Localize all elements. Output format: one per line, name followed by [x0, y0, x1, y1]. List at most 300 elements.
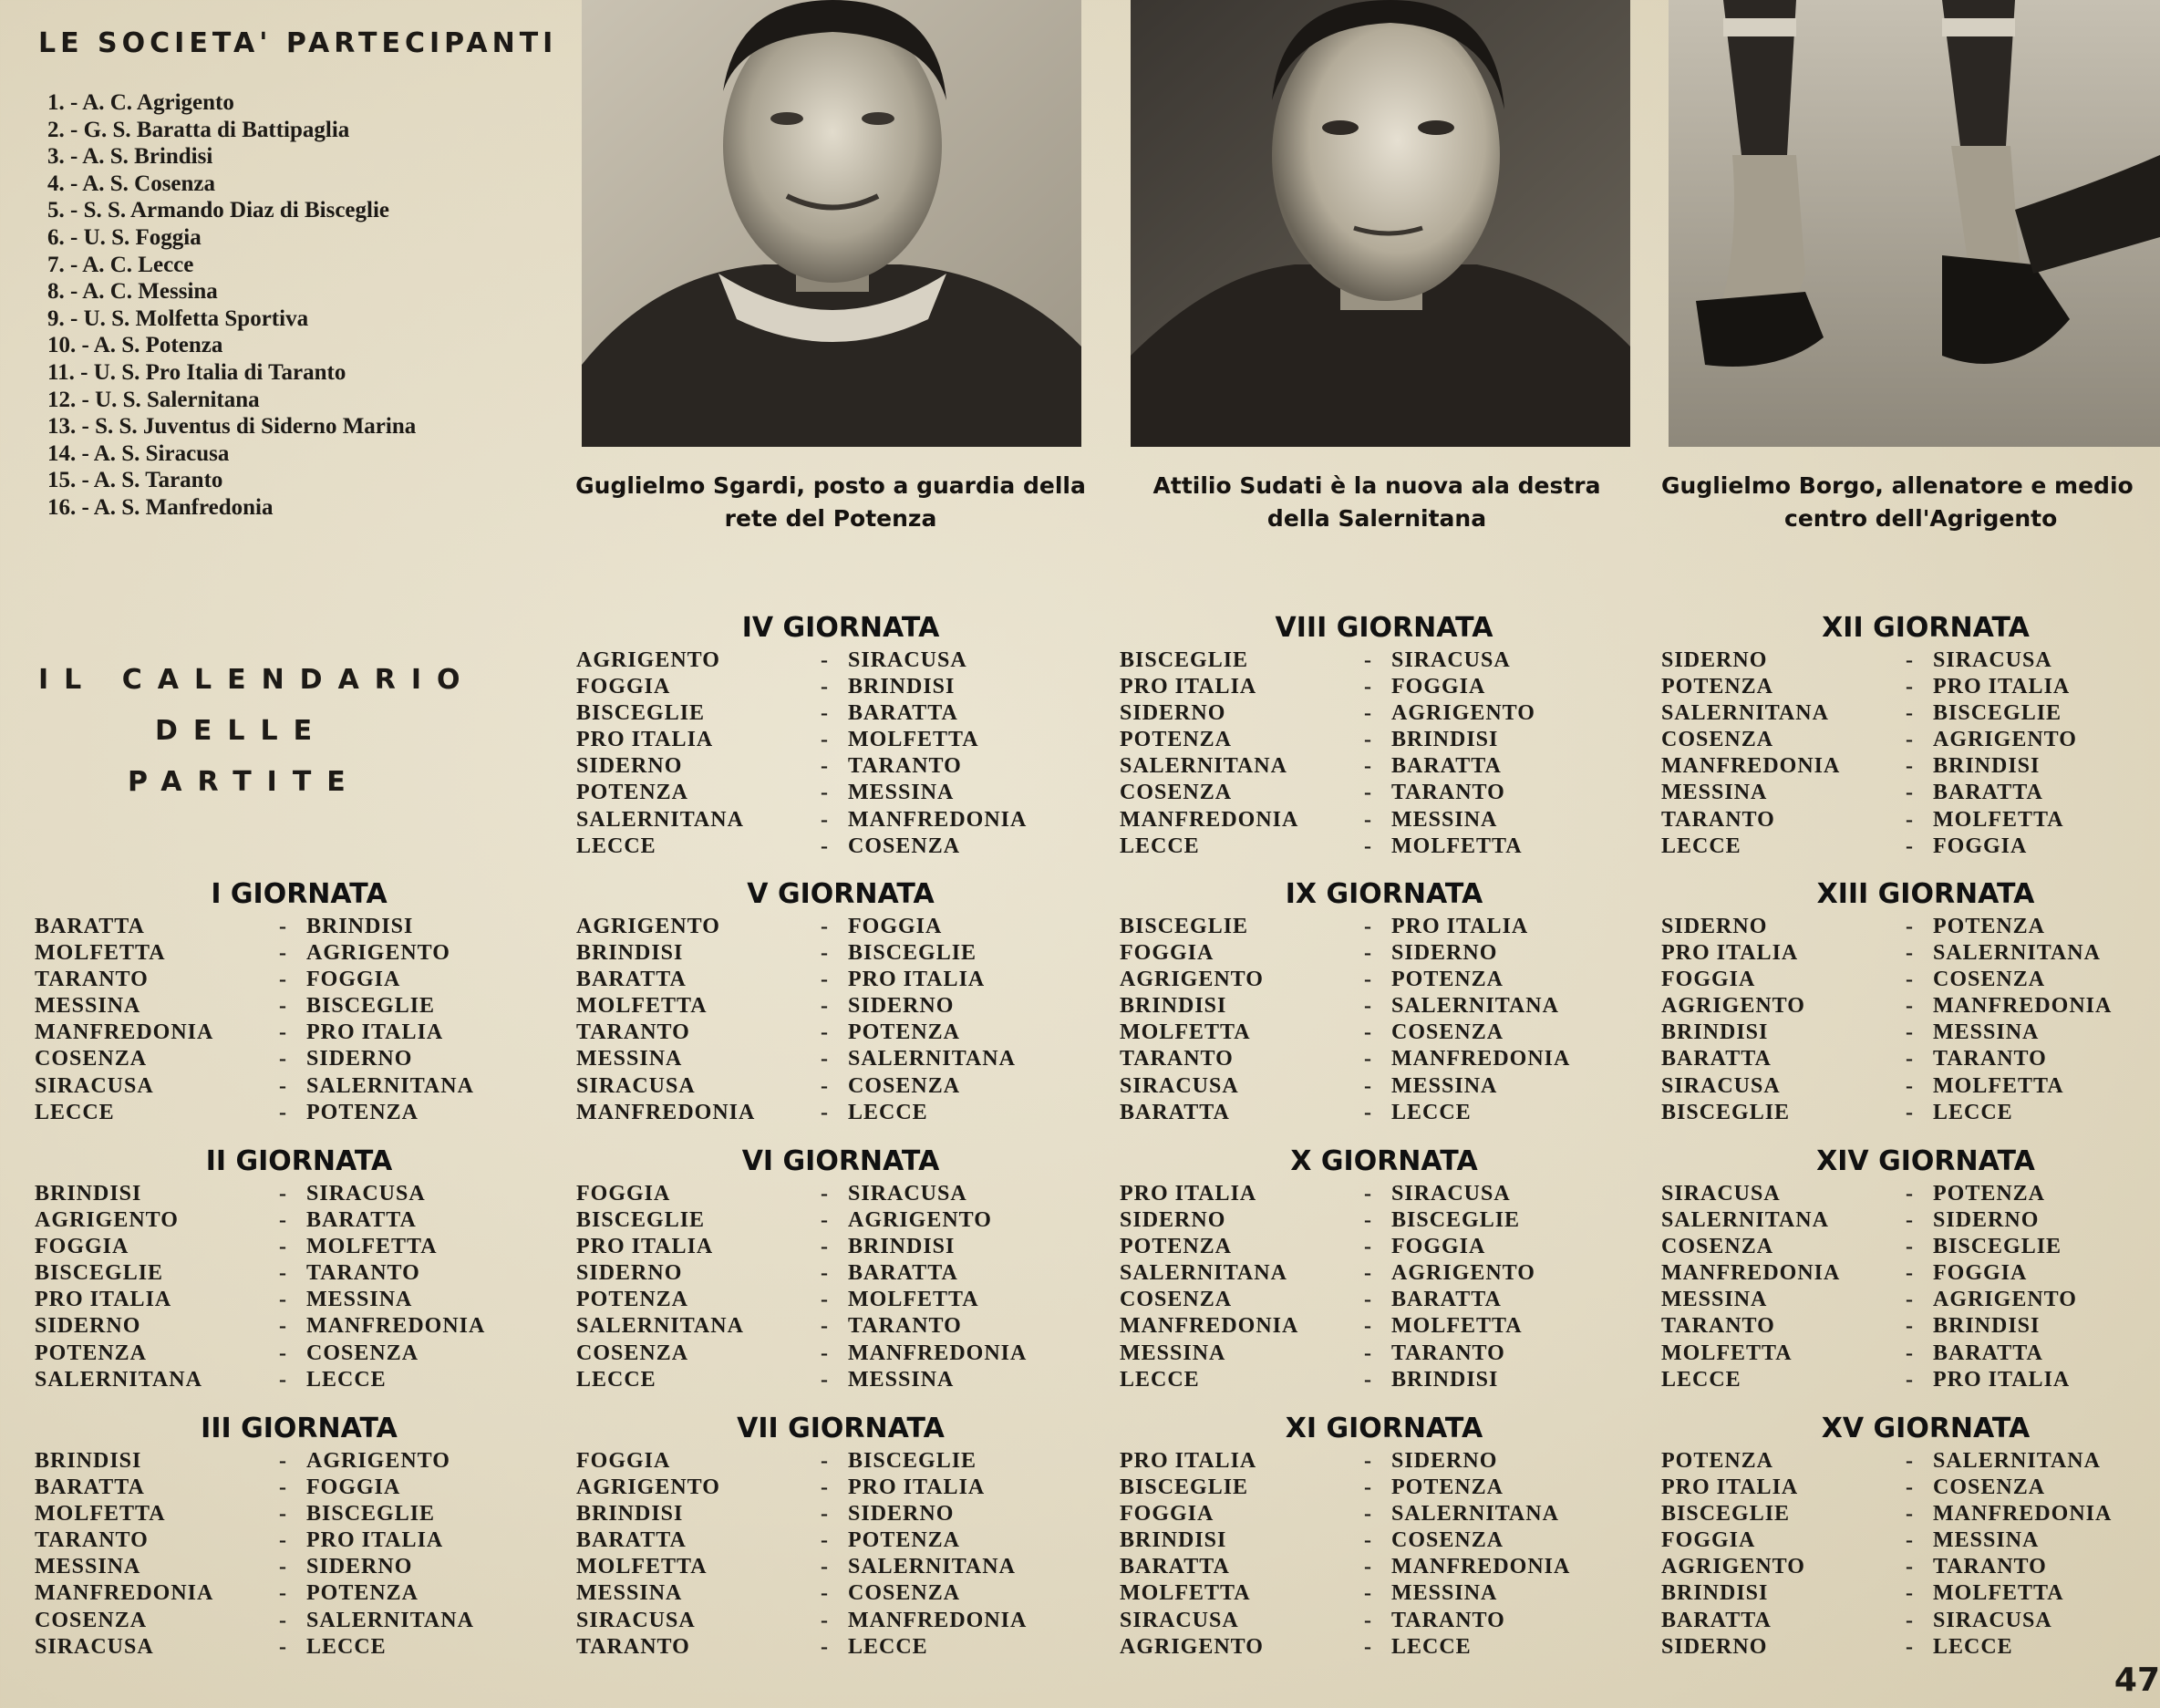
home-team: MANFREDONIA — [35, 1020, 214, 1045]
match-row — [1120, 1020, 1639, 1046]
match-row — [35, 1181, 554, 1207]
match-separator: - — [279, 1581, 287, 1606]
home-team: TARANTO — [1661, 1314, 1775, 1339]
match-row — [35, 1313, 554, 1340]
home-team: AGRIGENTO — [576, 1475, 720, 1500]
home-team: SIDERNO — [1661, 1634, 1768, 1659]
match-row — [576, 1527, 1096, 1554]
match-separator: - — [821, 1047, 829, 1071]
away-team: AGRIGENTO — [1391, 1261, 1535, 1286]
match-separator: - — [1364, 1073, 1372, 1098]
home-team: MANFREDONIA — [1661, 754, 1841, 779]
calendario-heading-line: IL CALENDARIO — [38, 664, 476, 696]
match-separator: - — [279, 1020, 287, 1045]
match-row — [576, 967, 1096, 993]
match-row — [1120, 1313, 1639, 1340]
match-row — [35, 1634, 554, 1661]
photo-sudati — [1131, 0, 1630, 447]
match-separator: - — [1906, 1634, 1914, 1659]
away-team: BISCEGLIE — [1933, 1235, 2062, 1259]
match-separator: - — [1906, 1449, 1914, 1473]
home-team: MESSINA — [35, 994, 141, 1019]
match-row — [576, 1207, 1096, 1234]
match-row — [1661, 914, 2160, 940]
away-team: POTENZA — [848, 1020, 961, 1045]
match-separator: - — [821, 915, 829, 938]
home-team: SIRACUSA — [1661, 1073, 1781, 1098]
round-title: XIII GIORNATA — [1816, 878, 2035, 910]
away-team: TARANTO — [848, 754, 962, 779]
home-team: PRO ITALIA — [1120, 1182, 1257, 1206]
away-team: BARATTA — [306, 1208, 417, 1233]
home-team: MESSINA — [1661, 781, 1768, 805]
match-separator: - — [821, 807, 829, 832]
match-separator: - — [1906, 1341, 1914, 1365]
match-separator: - — [1906, 701, 1914, 726]
match-separator: - — [821, 781, 829, 805]
match-separator: - — [1906, 1235, 1914, 1259]
home-team: PRO ITALIA — [576, 728, 714, 752]
match-row — [1661, 647, 2160, 674]
home-team: AGRIGENTO — [1661, 994, 1805, 1019]
away-team: FOGGIA — [1391, 675, 1486, 699]
away-team: MESSINA — [848, 1367, 955, 1392]
match-row — [576, 674, 1096, 700]
home-team: SALERNITANA — [1120, 1261, 1287, 1286]
match-separator: - — [821, 728, 829, 752]
match-separator: - — [1906, 1020, 1914, 1045]
away-team: COSENZA — [848, 1073, 961, 1098]
round-title: XV GIORNATA — [1821, 1413, 2031, 1444]
match-separator: - — [1364, 941, 1372, 966]
away-team: SIDERNO — [306, 1047, 413, 1071]
match-row — [1661, 1367, 2160, 1393]
round-block — [1661, 609, 2160, 860]
away-team: SALERNITANA — [1933, 941, 2101, 966]
away-team: COSENZA — [1933, 1475, 2046, 1500]
match-separator: - — [1364, 807, 1372, 832]
match-separator: - — [1364, 915, 1372, 938]
home-team: AGRIGENTO — [576, 915, 720, 938]
home-team: AGRIGENTO — [1120, 1634, 1264, 1659]
match-row — [1120, 1260, 1639, 1287]
page-number: 47 — [2113, 1661, 2160, 1699]
match-separator: - — [1364, 1475, 1372, 1500]
home-team: SIRACUSA — [35, 1634, 154, 1659]
away-team: MOLFETTA — [1391, 1314, 1523, 1339]
away-team: MOLFETTA — [1933, 1581, 2064, 1606]
away-team: BARATTA — [848, 1261, 958, 1286]
match-row — [1120, 940, 1639, 967]
home-team: BRINDISI — [35, 1182, 142, 1206]
match-separator: - — [821, 1288, 829, 1312]
away-team: LECCE — [1933, 1100, 2013, 1124]
match-row — [1120, 780, 1639, 806]
match-row — [35, 1234, 554, 1260]
away-team: MOLFETTA — [848, 1288, 979, 1312]
match-row — [35, 1475, 554, 1501]
match-separator: - — [1364, 781, 1372, 805]
away-team: POTENZA — [1933, 915, 2046, 938]
match-row — [35, 1287, 554, 1313]
home-team: MANFREDONIA — [1120, 807, 1299, 832]
away-team: SIRACUSA — [848, 1182, 967, 1206]
match-separator: - — [1906, 781, 1914, 805]
match-row — [1120, 967, 1639, 993]
home-team: AGRIGENTO — [576, 648, 720, 672]
match-row — [35, 1608, 554, 1634]
away-team: AGRIGENTO — [1391, 701, 1535, 726]
match-row — [1661, 780, 2160, 806]
match-separator: - — [1364, 994, 1372, 1019]
home-team: FOGGIA — [1661, 968, 1756, 992]
match-separator: - — [821, 1182, 829, 1206]
match-row — [576, 1313, 1096, 1340]
match-row — [1661, 1020, 2160, 1046]
home-team: COSENZA — [1120, 781, 1233, 805]
match-separator: - — [1364, 1047, 1372, 1071]
match-separator: - — [1364, 1634, 1372, 1659]
match-separator: - — [1906, 1100, 1914, 1124]
away-team: TARANTO — [1391, 1608, 1505, 1632]
away-team: SIRACUSA — [848, 648, 967, 672]
away-team: POTENZA — [306, 1581, 419, 1606]
match-row — [1120, 1046, 1639, 1072]
match-separator: - — [1906, 1288, 1914, 1312]
match-separator: - — [279, 1367, 287, 1392]
away-team: BISCEGLIE — [306, 1502, 436, 1527]
away-team: SALERNITANA — [1391, 1502, 1559, 1527]
away-team: FOGGIA — [1933, 833, 2028, 858]
club-item: 1. - A. C. Agrigento — [47, 90, 234, 115]
home-team: SALERNITANA — [35, 1367, 202, 1392]
home-team: BARATTA — [1661, 1608, 1772, 1632]
round-block — [1120, 1410, 1639, 1661]
round-block — [1661, 875, 2160, 1126]
away-team: POTENZA — [848, 1528, 961, 1553]
home-team: SIDERNO — [1120, 1208, 1226, 1233]
match-separator: - — [279, 1608, 287, 1632]
home-team: MESSINA — [1661, 1288, 1768, 1312]
home-team: BRINDISI — [1120, 1528, 1227, 1553]
away-team: BRINDISI — [1933, 1314, 2041, 1339]
match-row — [576, 1475, 1096, 1501]
home-team: AGRIGENTO — [1661, 1555, 1805, 1579]
home-team: MOLFETTA — [576, 1555, 708, 1579]
home-team: BARATTA — [1120, 1100, 1230, 1124]
match-row — [576, 1234, 1096, 1260]
round-title: X GIORNATA — [1290, 1145, 1478, 1177]
match-row — [1661, 1046, 2160, 1072]
away-team: COSENZA — [306, 1341, 419, 1365]
match-separator: - — [1906, 1502, 1914, 1527]
away-team: MESSINA — [1933, 1020, 2040, 1045]
away-team: SIRACUSA — [1933, 1608, 2052, 1632]
match-row — [576, 940, 1096, 967]
match-row — [1661, 1234, 2160, 1260]
club-item: 13. - S. S. Juventus di Siderno Marina — [47, 414, 417, 440]
match-row — [1120, 1100, 1639, 1126]
away-team: AGRIGENTO — [306, 941, 450, 966]
match-row — [1661, 1207, 2160, 1234]
away-team: TARANTO — [848, 1314, 962, 1339]
match-separator: - — [1906, 994, 1914, 1019]
home-team: MOLFETTA — [35, 941, 166, 966]
match-row — [1661, 1260, 2160, 1287]
away-team: FOGGIA — [306, 1475, 401, 1500]
round-block — [35, 1143, 554, 1393]
home-team: COSENZA — [35, 1608, 148, 1632]
caption-line: Guglielmo Borgo, allenatore e medio — [1661, 472, 2134, 499]
home-team: POTENZA — [1661, 675, 1774, 699]
match-separator: - — [1364, 754, 1372, 779]
away-team: BARATTA — [1391, 1288, 1502, 1312]
home-team: SIRACUSA — [576, 1073, 696, 1098]
round-block — [35, 875, 554, 1126]
match-separator: - — [821, 941, 829, 966]
home-team: PRO ITALIA — [1661, 941, 1799, 966]
home-team: LECCE — [1661, 1367, 1741, 1392]
match-separator: - — [1364, 1208, 1372, 1233]
match-separator: - — [1906, 1528, 1914, 1553]
match-row — [35, 1260, 554, 1287]
away-team: MESSINA — [1391, 1581, 1498, 1606]
home-team: BISCEGLIE — [1661, 1502, 1791, 1527]
match-separator: - — [279, 1341, 287, 1365]
home-team: PRO ITALIA — [1120, 1449, 1257, 1473]
match-row — [35, 993, 554, 1020]
match-row — [576, 1181, 1096, 1207]
home-team: SIRACUSA — [576, 1608, 696, 1632]
match-row — [35, 967, 554, 993]
match-row — [576, 727, 1096, 753]
home-team: BRINDISI — [576, 1502, 684, 1527]
calendario-heading-line: PARTITE — [128, 766, 361, 798]
match-row — [576, 1448, 1096, 1475]
home-team: BARATTA — [35, 915, 145, 938]
match-separator: - — [1364, 1341, 1372, 1365]
away-team: SIDERNO — [1933, 1208, 2040, 1233]
match-row — [1120, 1207, 1639, 1234]
match-separator: - — [1364, 1581, 1372, 1606]
match-separator: - — [821, 1341, 829, 1365]
match-separator: - — [279, 1634, 287, 1659]
match-row — [576, 647, 1096, 674]
away-team: COSENZA — [848, 833, 961, 858]
away-team: MESSINA — [1391, 807, 1498, 832]
away-team: COSENZA — [1391, 1020, 1504, 1045]
match-row — [1661, 753, 2160, 780]
away-team: SIDERNO — [306, 1555, 413, 1579]
match-separator: - — [279, 1073, 287, 1098]
away-team: LECCE — [1391, 1634, 1472, 1659]
match-row — [1120, 1608, 1639, 1634]
match-row — [35, 1501, 554, 1527]
away-team: BRINDISI — [1391, 1367, 1499, 1392]
home-team: COSENZA — [35, 1047, 148, 1071]
match-row — [576, 1046, 1096, 1072]
match-row — [576, 700, 1096, 727]
away-team: LECCE — [306, 1634, 387, 1659]
home-team: POTENZA — [576, 781, 689, 805]
away-team: LECCE — [1933, 1634, 2013, 1659]
home-team: SALERNITANA — [1120, 754, 1287, 779]
home-team: SALERNITANA — [1661, 1208, 1829, 1233]
match-separator: - — [279, 1555, 287, 1579]
round-title: I GIORNATA — [211, 878, 388, 910]
home-team: SALERNITANA — [576, 1314, 744, 1339]
away-team: MANFREDONIA — [1933, 994, 2113, 1019]
match-separator: - — [279, 1449, 287, 1473]
match-row — [1661, 1100, 2160, 1126]
away-team: PRO ITALIA — [848, 1475, 986, 1500]
match-row — [1661, 700, 2160, 727]
home-team: POTENZA — [576, 1288, 689, 1312]
club-item: 7. - A. C. Lecce — [47, 252, 194, 277]
club-item: 5. - S. S. Armando Diaz di Bisceglie — [47, 198, 390, 223]
away-team: COSENZA — [1391, 1528, 1504, 1553]
home-team: BRINDISI — [1120, 994, 1227, 1019]
match-row — [576, 1501, 1096, 1527]
away-team: SIRACUSA — [1391, 648, 1511, 672]
club-item: 11. - U. S. Pro Italia di Taranto — [47, 359, 346, 385]
round-block — [1661, 1410, 2160, 1661]
home-team: FOGGIA — [35, 1235, 129, 1259]
away-team: MESSINA — [306, 1288, 413, 1312]
match-row — [1120, 993, 1639, 1020]
home-team: BRINDISI — [35, 1449, 142, 1473]
home-team: MOLFETTA — [1120, 1020, 1251, 1045]
match-separator: - — [1364, 1020, 1372, 1045]
home-team: SIRACUSA — [1120, 1608, 1239, 1632]
home-team: COSENZA — [1120, 1288, 1233, 1312]
match-separator: - — [821, 1208, 829, 1233]
match-separator: - — [1906, 1367, 1914, 1392]
match-row — [1661, 1580, 2160, 1607]
away-team: PRO ITALIA — [1391, 915, 1529, 938]
match-row — [1661, 1608, 2160, 1634]
away-team: SALERNITANA — [1391, 994, 1559, 1019]
round-title: II GIORNATA — [205, 1145, 393, 1177]
match-separator: - — [1906, 1208, 1914, 1233]
home-team: BARATTA — [35, 1475, 145, 1500]
caption-line: della Salernitana — [1266, 505, 1487, 532]
match-separator: - — [1364, 1288, 1372, 1312]
home-team: SIRACUSA — [1661, 1182, 1781, 1206]
away-team: TARANTO — [1391, 781, 1505, 805]
match-row — [576, 1554, 1096, 1580]
away-team: SIDERNO — [1391, 1449, 1498, 1473]
home-team: BRINDISI — [576, 941, 684, 966]
match-row — [576, 833, 1096, 860]
home-team: BISCEGLIE — [1120, 915, 1249, 938]
round-block — [576, 1143, 1096, 1393]
round-block — [1661, 1143, 2160, 1393]
away-team: AGRIGENTO — [848, 1208, 992, 1233]
match-row — [1661, 940, 2160, 967]
home-team: SALERNITANA — [1661, 701, 1829, 726]
home-team: BISCEGLIE — [1120, 648, 1249, 672]
match-separator: - — [1906, 1608, 1914, 1632]
match-row — [576, 780, 1096, 806]
club-list — [47, 89, 558, 522]
home-team: PRO ITALIA — [576, 1235, 714, 1259]
match-separator: - — [1906, 1047, 1914, 1071]
away-team: MOLFETTA — [848, 728, 979, 752]
match-row — [576, 1367, 1096, 1393]
home-team: COSENZA — [576, 1341, 689, 1365]
match-separator: - — [279, 1314, 287, 1339]
home-team: SIDERNO — [1661, 648, 1768, 672]
match-row — [576, 1020, 1096, 1046]
away-team: BRINDISI — [848, 1235, 956, 1259]
away-team: BRINDISI — [306, 915, 414, 938]
home-team: BARATTA — [576, 968, 687, 992]
match-row — [1120, 753, 1639, 780]
match-separator: - — [1906, 1182, 1914, 1206]
home-team: FOGGIA — [1661, 1528, 1756, 1553]
match-separator: - — [1906, 1314, 1914, 1339]
round-block — [1120, 609, 1639, 860]
photo-sgardi — [582, 0, 1081, 447]
away-team: TARANTO — [1391, 1341, 1505, 1365]
home-team: POTENZA — [35, 1341, 148, 1365]
away-team: COSENZA — [1933, 968, 2046, 992]
home-team: BISCEGLIE — [1120, 1475, 1249, 1500]
match-separator: - — [1906, 754, 1914, 779]
match-row — [1120, 727, 1639, 753]
match-separator: - — [279, 941, 287, 966]
home-team: MESSINA — [576, 1047, 683, 1071]
home-team: FOGGIA — [1120, 1502, 1214, 1527]
home-team: MANFREDONIA — [1661, 1261, 1841, 1286]
photo-borgo — [1669, 0, 2160, 447]
match-row — [35, 914, 554, 940]
home-team: MANFREDONIA — [576, 1100, 756, 1124]
match-row — [1661, 1448, 2160, 1475]
match-row — [35, 1554, 554, 1580]
match-separator: - — [1906, 941, 1914, 966]
away-team: PRO ITALIA — [306, 1528, 444, 1553]
away-team: BARATTA — [1933, 1341, 2043, 1365]
away-team: FOGGIA — [306, 968, 401, 992]
match-row — [1661, 1475, 2160, 1501]
match-separator: - — [1364, 728, 1372, 752]
away-team: PRO ITALIA — [848, 968, 986, 992]
round-title: VIII GIORNATA — [1275, 612, 1493, 644]
away-team: BARATTA — [1933, 781, 2043, 805]
away-team: BRINDISI — [1933, 754, 2041, 779]
away-team: MOLFETTA — [1933, 1073, 2064, 1098]
home-team: COSENZA — [1661, 728, 1774, 752]
away-team: SIDERNO — [848, 1502, 955, 1527]
match-separator: - — [821, 1100, 829, 1124]
home-team: MOLFETTA — [576, 994, 708, 1019]
match-separator: - — [821, 1581, 829, 1606]
home-team: BISCEGLIE — [1661, 1100, 1791, 1124]
match-row — [576, 753, 1096, 780]
match-separator: - — [1364, 1555, 1372, 1579]
match-separator: - — [821, 1475, 829, 1500]
round-block — [1120, 1143, 1639, 1393]
away-team: SIRACUSA — [306, 1182, 426, 1206]
away-team: TARANTO — [306, 1261, 420, 1286]
match-row — [1661, 833, 2160, 860]
match-separator: - — [821, 1528, 829, 1553]
match-separator: - — [279, 1528, 287, 1553]
away-team: TARANTO — [1933, 1047, 2047, 1071]
round-title: XII GIORNATA — [1822, 612, 2030, 644]
